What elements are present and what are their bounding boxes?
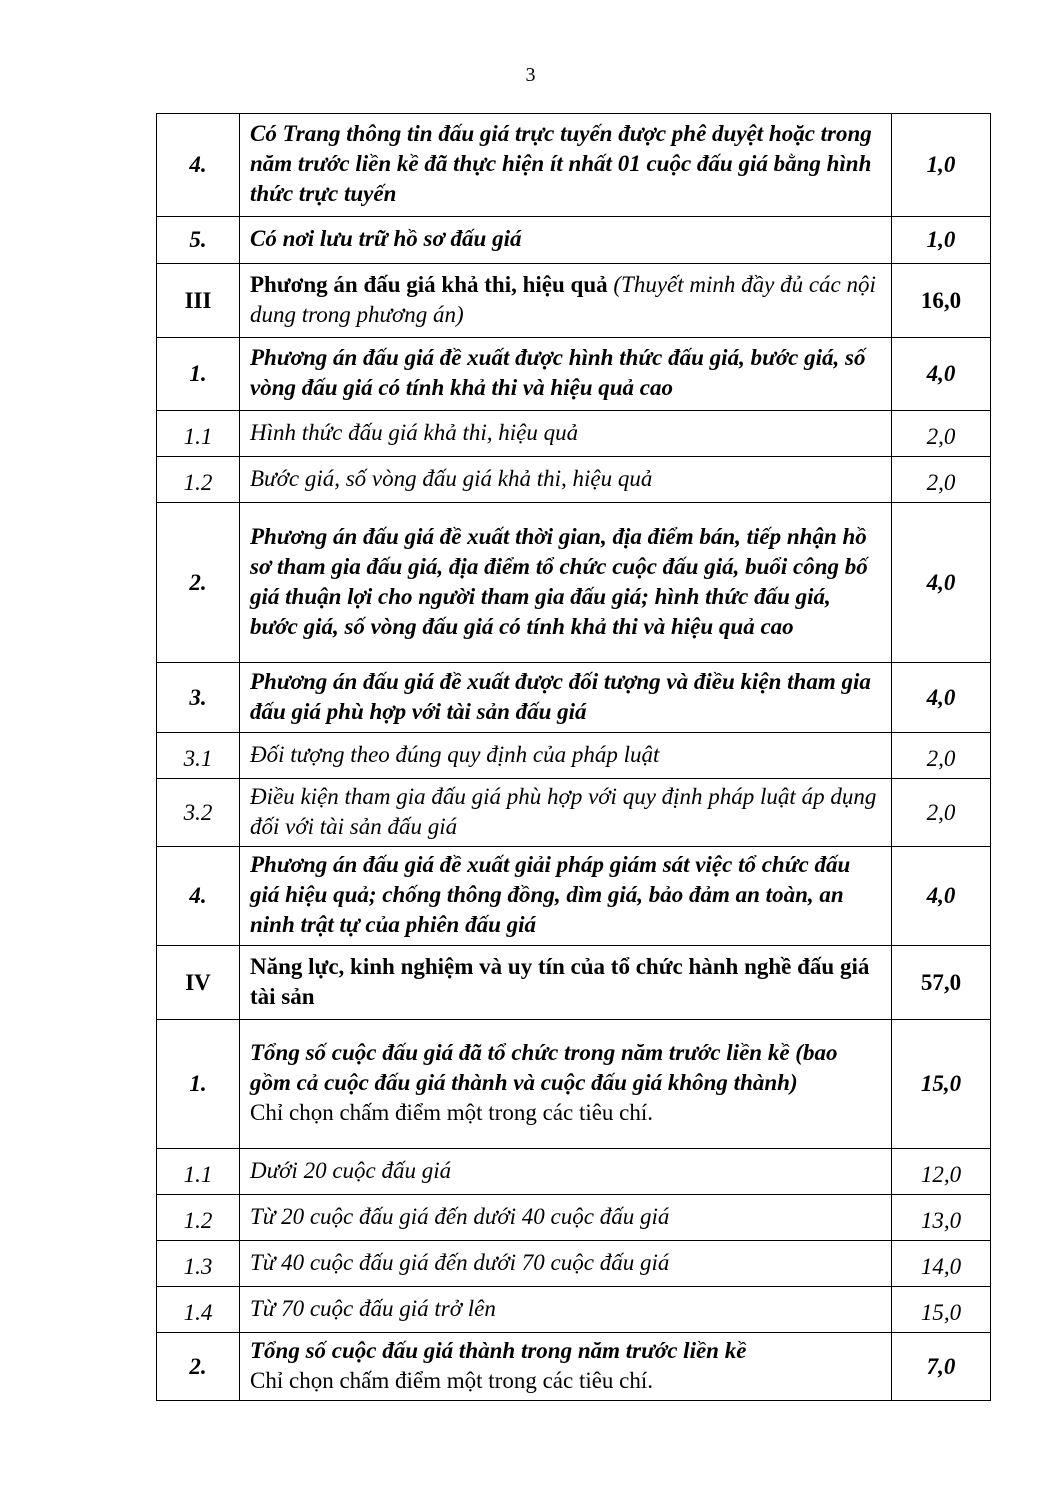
table-row (157, 847, 991, 946)
criterion-text: Bước giá, số vòng đấu giá khả thi, hiệu quả (240, 457, 892, 503)
row-number: 1. (157, 338, 240, 411)
criterion-text: Từ 40 cuộc đấu giá đến dưới 70 cuộc đấu giá (240, 1241, 892, 1287)
criterion-score: 2,0 (892, 733, 991, 779)
row-number: 4. (157, 847, 240, 946)
criterion-text: Tổng số cuộc đấu giá thành trong năm trước liền kề (250, 1337, 747, 1363)
criterion-score: 15,0 (892, 1287, 991, 1333)
criterion-score: 12,0 (892, 1149, 991, 1195)
row-number: 3.1 (157, 733, 240, 779)
criterion-text: Có Trang thông tin đấu giá trực tuyến được phê duyệt hoặc trong năm trước liền kề đã thực hiện ít nhất 01 cuộc đấu giá bằng hình thức trực tuyến (240, 114, 892, 217)
criterion-score: 1,0 (892, 217, 991, 264)
table-row (157, 1333, 991, 1401)
criterion-score: 4,0 (892, 503, 991, 663)
row-number: 1.1 (157, 1149, 240, 1195)
criterion-cell (240, 1020, 892, 1149)
table-row (157, 1287, 991, 1333)
table-row (157, 411, 991, 457)
criterion-text: Điều kiện tham gia đấu giá phù hợp với quy định pháp luật áp dụng đối với tài sản đấu giá (240, 779, 892, 847)
row-number: 4. (157, 114, 240, 217)
criterion-text: Tổng số cuộc đấu giá đã tổ chức trong năm trước liền kề (bao gồm cả cuộc đấu giá thành và cuộc đấu giá không thành) (250, 1040, 838, 1095)
row-number: 1.2 (157, 1195, 240, 1241)
criterion-text: Phương án đấu giá đề xuất giải pháp giám sát việc tổ chức đấu giá hiệu quả; chống thông đồng, dìm giá, bảo đảm an toàn, an ninh trật tự của phiên đấu giá (240, 847, 892, 946)
criterion-text: Từ 70 cuộc đấu giá trở lên (240, 1287, 892, 1333)
criterion-text: Đối tượng theo đúng quy định của pháp luật (240, 733, 892, 779)
row-number: 5. (157, 217, 240, 264)
table-row (157, 1020, 991, 1149)
criterion-score: 15,0 (892, 1020, 991, 1149)
section-row (157, 946, 991, 1020)
criterion-text: Từ 20 cuộc đấu giá đến dưới 40 cuộc đấu giá (240, 1195, 892, 1241)
row-number: 1. (157, 1020, 240, 1149)
row-number: 1.4 (157, 1287, 240, 1333)
row-number: 2. (157, 503, 240, 663)
criterion-score: 1,0 (892, 114, 991, 217)
section-number: IV (157, 946, 240, 1020)
section-score: 57,0 (892, 946, 991, 1020)
criterion-text: Hình thức đấu giá khả thi, hiệu quả (240, 411, 892, 457)
section-title-note: (Thuyết minh đầy đủ các nội dung trong phương án) (250, 271, 876, 327)
criterion-note: Chỉ chọn chấm điểm một trong các tiêu chí. (250, 1100, 654, 1125)
row-number: 3. (157, 663, 240, 733)
criterion-score: 14,0 (892, 1241, 991, 1287)
criterion-score: 2,0 (892, 457, 991, 503)
row-number: 1.1 (157, 411, 240, 457)
section-row (157, 264, 991, 338)
criterion-score: 7,0 (892, 1333, 991, 1401)
row-number: 1.3 (157, 1241, 240, 1287)
criterion-text: Phương án đấu giá đề xuất được đối tượng và điều kiện tham gia đấu giá phù hợp với tài sản đấu giá (240, 663, 892, 733)
table-row (157, 1149, 991, 1195)
table-row (157, 503, 991, 663)
criterion-score: 4,0 (892, 663, 991, 733)
section-number: III (157, 264, 240, 338)
criterion-note: Chỉ chọn chấm điểm một trong các tiêu chí. (250, 1367, 654, 1393)
criterion-text: Phương án đấu giá đề xuất thời gian, địa điểm bán, tiếp nhận hồ sơ tham gia đấu giá, địa điểm tổ chức cuộc đấu giá, buổi công bố giá thuận lợi cho người tham gia đấu giá; hình thức đấu giá, bước giá, số vòng đấu giá có tính khả thi và hiệu quả cao (240, 503, 892, 663)
section-title-bold: Phương án đấu giá khả thi, hiệu quả (250, 271, 608, 297)
table-row (157, 733, 991, 779)
table-row (157, 114, 991, 217)
table-row (157, 663, 991, 733)
table-row (157, 1241, 991, 1287)
criterion-score: 2,0 (892, 779, 991, 847)
criterion-score: 4,0 (892, 338, 991, 411)
table-row (157, 338, 991, 411)
criterion-cell (240, 1333, 892, 1401)
section-score: 16,0 (892, 264, 991, 338)
criterion-score: 4,0 (892, 847, 991, 946)
page-number: 3 (525, 64, 536, 86)
row-number: 3.2 (157, 779, 240, 847)
criterion-score: 2,0 (892, 411, 991, 457)
criterion-text: Dưới 20 cuộc đấu giá (240, 1149, 892, 1195)
section-title (240, 264, 892, 338)
table-row (157, 1195, 991, 1241)
scoring-criteria-table (156, 113, 991, 1401)
row-number: 2. (157, 1333, 240, 1401)
criterion-score: 13,0 (892, 1195, 991, 1241)
section-title: Năng lực, kinh nghiệm và uy tín của tổ chức hành nghề đấu giá tài sản (240, 946, 892, 1020)
criterion-text: Phương án đấu giá đề xuất được hình thức đấu giá, bước giá, số vòng đấu giá có tính khả thi và hiệu quả cao (240, 338, 892, 411)
table-row (157, 457, 991, 503)
table-row (157, 217, 991, 264)
row-number: 1.2 (157, 457, 240, 503)
table-row (157, 779, 991, 847)
criterion-text: Có nơi lưu trữ hồ sơ đấu giá (240, 217, 892, 264)
